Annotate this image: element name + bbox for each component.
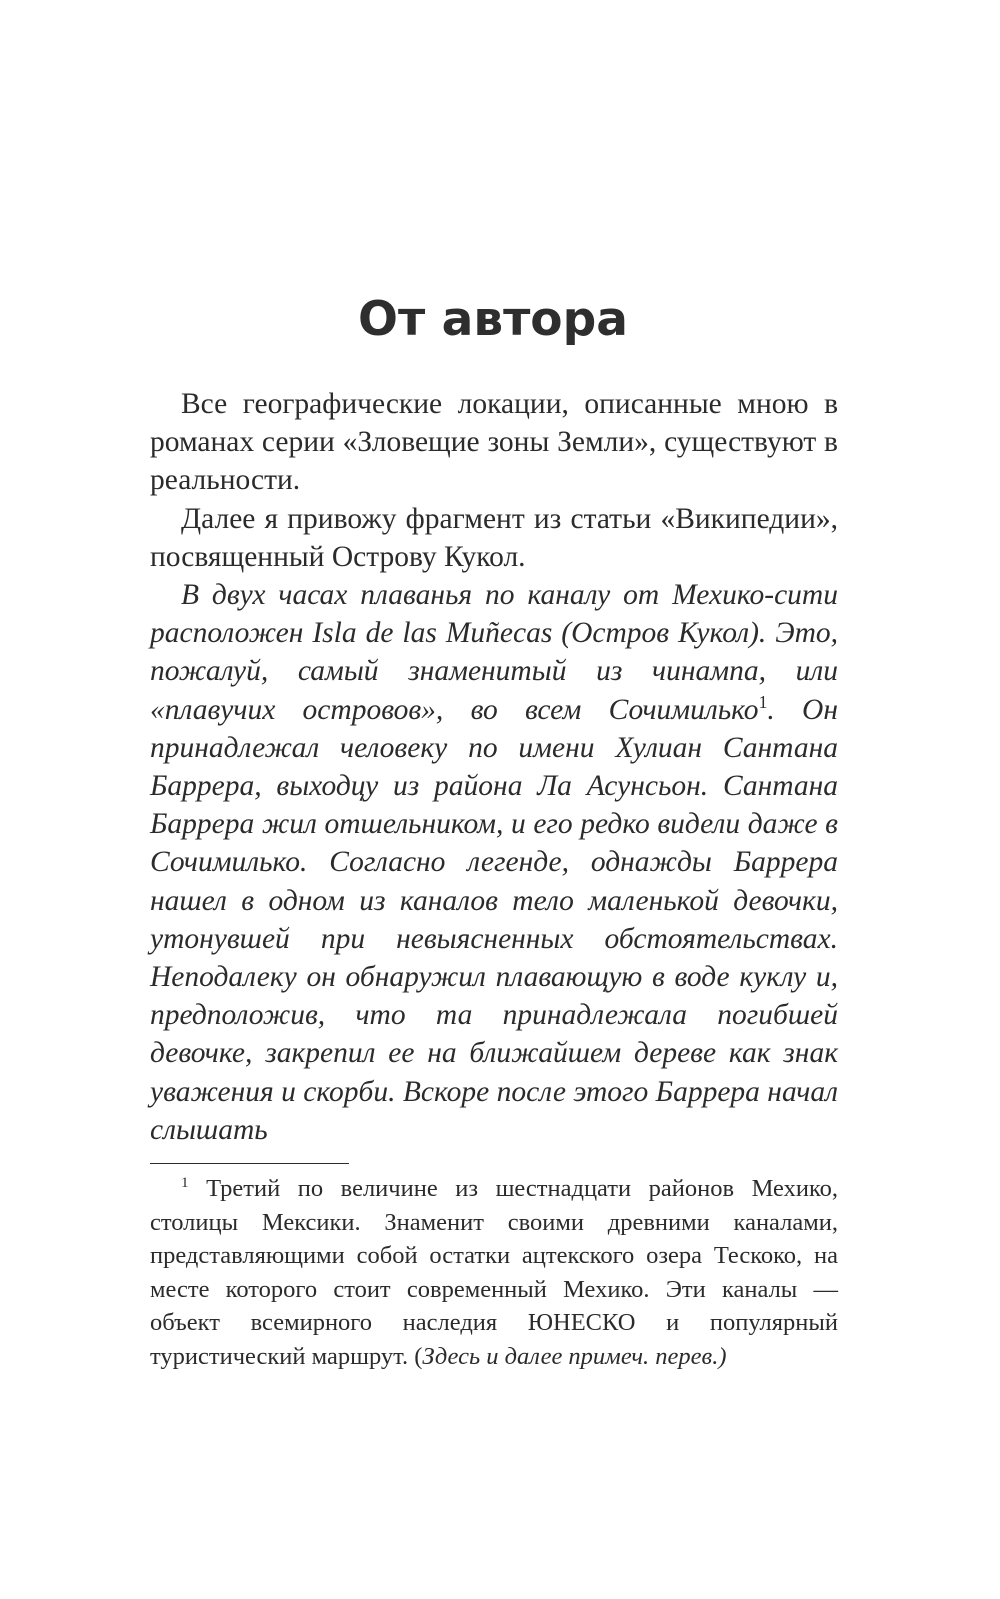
footnote-reference: 1: [758, 691, 768, 712]
main-text: [150, 385, 838, 1149]
quote-text-start: В двух часах плаванья по каналу от Мехико-сити расположен Isla de las Muñecas (Остров Кукол). Это, пожалуй, самый знаменитый из чинампа, или «плавучих островов», во всем Сочимилько: [150, 579, 838, 726]
wikipedia-quote: [150, 576, 838, 1149]
footnote-italic-note: Здесь и далее примеч. перев.: [422, 1342, 719, 1370]
paragraph-2: Далее я привожу фрагмент из статьи «Википедии», посвященный Острову Кукол.: [150, 502, 838, 573]
quote-text-end: . Он принадлежал человеку по имени Хулиан Сантана Баррера, выходцу из района Ла Асунсьон. Сантана Баррера жил отшельником, и его редко видели даже в Сочимилько. Согласно легенде, однажды Баррера нашел в одном из каналов тело маленькой девочки, утонувшей при невыясненных обстоятельствах. Неподалеку он обнаружил плавающую в воде куклу и, предположив, что та принадлежала погибшей девочке, закрепил ее на ближайшем дереве как знак уважения и скорби. Вскоре после этого Баррера начал слышать: [150, 693, 838, 1146]
footnote-divider: [150, 1163, 349, 1164]
footnote-closing: ): [718, 1342, 727, 1370]
footnote-text: Третий по величине из шестнадцати районов Мехико, столицы Мексики. Знаменит своими древними каналами, представляющими собой остатки ацтекского озера Тескоко, на месте которого стоит современный Мехико. Эти каналы — объект всемирного наследия ЮНЕСКО и популярный туристический маршрут. (: [150, 1175, 839, 1370]
paragraph-1: Все географические локации, описанные мною в романах серии «Зловещие зоны Земли», существуют в реальности.: [150, 388, 838, 497]
page-title: От автора: [358, 292, 628, 347]
footnote: [150, 1172, 838, 1374]
footnote-number: 1: [181, 1173, 189, 1191]
